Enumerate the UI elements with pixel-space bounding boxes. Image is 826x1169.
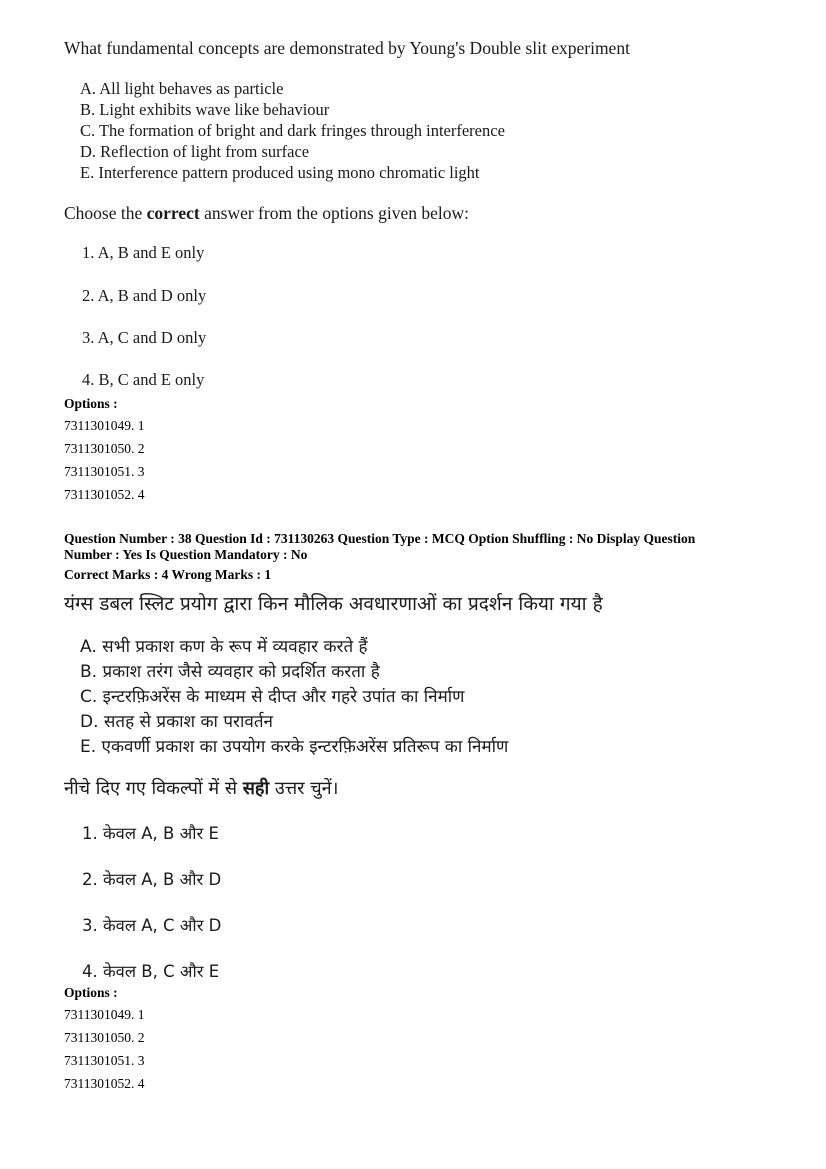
option-id-2-q38: 7311301050. 2 [64,1030,145,1045]
option-id-3: 7311301051. 3 [64,464,145,479]
choose-hi-prefix: नीचे दिए गए विकल्पों में से [64,778,243,799]
choose-prefix: Choose the [64,203,147,223]
statement-c: C. The formation of bright and dark fringes through interference [80,121,505,140]
statement-a-hindi: A. सभी प्रकाश कण के रूप में व्यवहार करते हैं [80,637,368,657]
option-id-4: 7311301052. 4 [64,487,145,502]
question-meta-line2: Number : Yes Is Question Mandatory : No [64,547,308,562]
option-id-2: 7311301050. 2 [64,441,145,456]
options-label: Options : [64,396,118,411]
option-id-1: 7311301049. 1 [64,418,145,433]
answer-option-1: 1. A, B and E only [82,243,205,262]
choose-bold: correct [146,203,200,223]
answer-option-3-hindi: 3. केवल A, C और D [82,916,222,935]
statement-a: A. All light behaves as particle [80,79,284,98]
choose-hi-suffix: उत्तर चुनें। [269,778,339,799]
statement-e-hindi: E. एकवर्णी प्रकाश का उपयोग करके इन्टरफ़िअरेंस प्रतिरूप का निर्माण [80,737,509,757]
option-id-1-q38: 7311301049. 1 [64,1007,145,1022]
choose-suffix: answer from the options given below: [199,203,470,223]
question-text-hindi: यंग्स डबल स्लिट प्रयोग द्वारा किन मौलिक अवधारणाओं का प्रदर्शन किया गया है [64,593,603,615]
statement-c-hindi: C. इन्टरफ़िअरेंस के माध्यम से दीप्त और गहरे उपांत का निर्माण [80,687,465,707]
option-id-3-q38: 7311301051. 3 [64,1053,145,1068]
question-text: What fundamental concepts are demonstrated by Young's Double slit experiment [64,38,630,58]
question-meta-line1: Question Number : 38 Question Id : 731130263 Question Type : MCQ Option Shuffling : No Display Question [64,531,696,546]
answer-option-2-hindi: 2. केवल A, B और D [82,870,222,889]
choose-hi-bold: सही [242,778,270,799]
statement-b: B. Light exhibits wave like behaviour [80,100,330,119]
statement-b-hindi: B. प्रकाश तरंग जैसे व्यवहार को प्रदर्शित करता है [80,662,380,682]
answer-option-4-hindi: 4. केवल B, C और E [82,962,220,981]
options-label-2: Options : [64,985,118,1000]
statement-d-hindi: D. सतह से प्रकाश का परावर्तन [80,712,273,732]
answer-option-4: 4. B, C and E only [82,370,205,389]
question-marks: Correct Marks : 4 Wrong Marks : 1 [64,567,272,582]
statement-e: E. Interference pattern produced using mono chromatic light [80,163,480,182]
choose-instruction-hindi [64,776,338,800]
choose-instruction [64,203,469,224]
answer-option-3: 3. A, C and D only [82,328,207,347]
statement-d: D. Reflection of light from surface [80,142,310,161]
answer-option-2: 2. A, B and D only [82,286,207,305]
option-id-4-q38: 7311301052. 4 [64,1076,145,1091]
answer-option-1-hindi: 1. केवल A, B और E [82,824,219,843]
